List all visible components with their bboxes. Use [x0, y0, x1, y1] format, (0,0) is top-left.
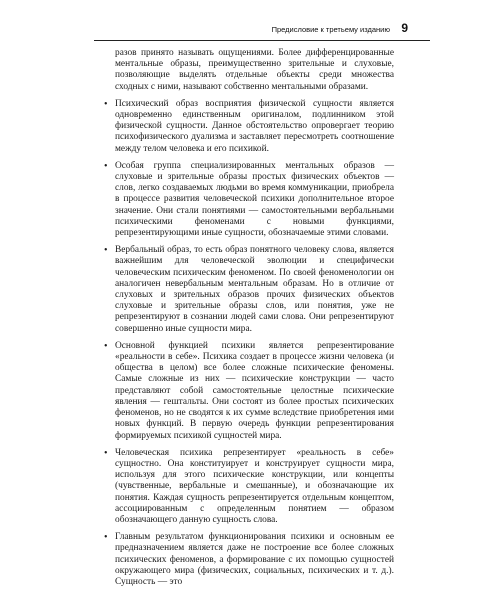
page-number: 9	[401, 21, 408, 35]
list-item	[104, 447, 394, 526]
list-item	[104, 98, 394, 155]
list-item	[104, 340, 394, 442]
list-item-text: Главным результатом функционирования психики и основным ее предназначением является даже не построение все более сложных психических феноменов, а формирование с их помощью сущностей окружающего мира (физических, социальных, психических и т. д.). Сущность — это	[115, 532, 394, 587]
list-item	[104, 245, 394, 335]
list-item	[104, 160, 394, 239]
list-item-text: Основной функцией психики является репрезентирование «реальности в себе». Психика создает в процессе жизни человека (и общества в целом) все более сложные психические феномены. Самые сложные из них — психические конструкции — часто представляют собой самостоятельные целостные психические явления — гештальты. Они состоят из более простых психических феноменов, но не сводятся к их сумме вследствие приобретения ими новых функций. В первую очередь функции репрезентирования формируемых психикой сущностей мира.	[115, 340, 394, 441]
list-item-text: Психический образ восприятия физической сущности является одновременно единственным оригиналом, подлинником этой физической сущности. Данное обстоятельство опровергает теорию психофизического дуализма и заставляет пересмотреть соотношение между телом человека и его психикой.	[115, 98, 394, 154]
body-text	[104, 48, 394, 594]
list-item	[104, 532, 394, 588]
bullet-marker: •	[104, 447, 108, 459]
bullet-marker: •	[104, 98, 108, 110]
list-item-text: Человеческая психика репрезентирует «реальность в себе» сущностно. Она конституирует и конструирует сущности мира, используя для этого психические конструкции, или концепты (чувственные, вербальные и смешанные), и обозначающие их понятия. Каждая сущность репрезентируется отдельным концептом, ассоциированным с определенным понятием — образом обозначающего данную сущность слова.	[115, 447, 394, 525]
list-item-text: Вербальный образ, то есть образ понятного человеку слова, является важнейшим для человеческой эволюции и специфически человеческим психическим феноменом. По своей феноменологии он аналогичен невербальным ментальным образам. Но в отличие от слуховых и зрительных образов прочих физических объектов слуховые и зрительные образы слов, или понятия, уже не репрезентируют в сознании людей сами слова. Они репрезентируют совершенно иные сущности мира.	[115, 245, 394, 334]
running-header-title: Предисловие к третьему изданию	[271, 25, 390, 34]
bullet-list	[104, 98, 394, 588]
intro-paragraph: разов принято называть ощущениями. Более дифференцированные ментальные образы, преимущественно зрительные и слуховые, позволяющие выделять отдельные объекты среди множества сходных с ними, называют собственно ментальными образами.	[115, 48, 394, 92]
bullet-marker: •	[104, 532, 108, 544]
bullet-marker: •	[104, 160, 108, 172]
list-item-text: Особая группа специализированных ментальных образов — слуховые и зрительные образы простых физических объектов — слов, легко создаваемых людьми во время коммуникации, приобрела в процессе развития человеческой психики дополнительное второе значение. Они стали понятиями — самостоятельными вербальными психическими феноменами с новыми функциями, репрезентирующими иные сущности, обозначаемые этими словами.	[115, 160, 394, 239]
bullet-marker: •	[104, 340, 108, 352]
running-header	[94, 18, 430, 41]
bullet-marker: •	[104, 245, 108, 257]
